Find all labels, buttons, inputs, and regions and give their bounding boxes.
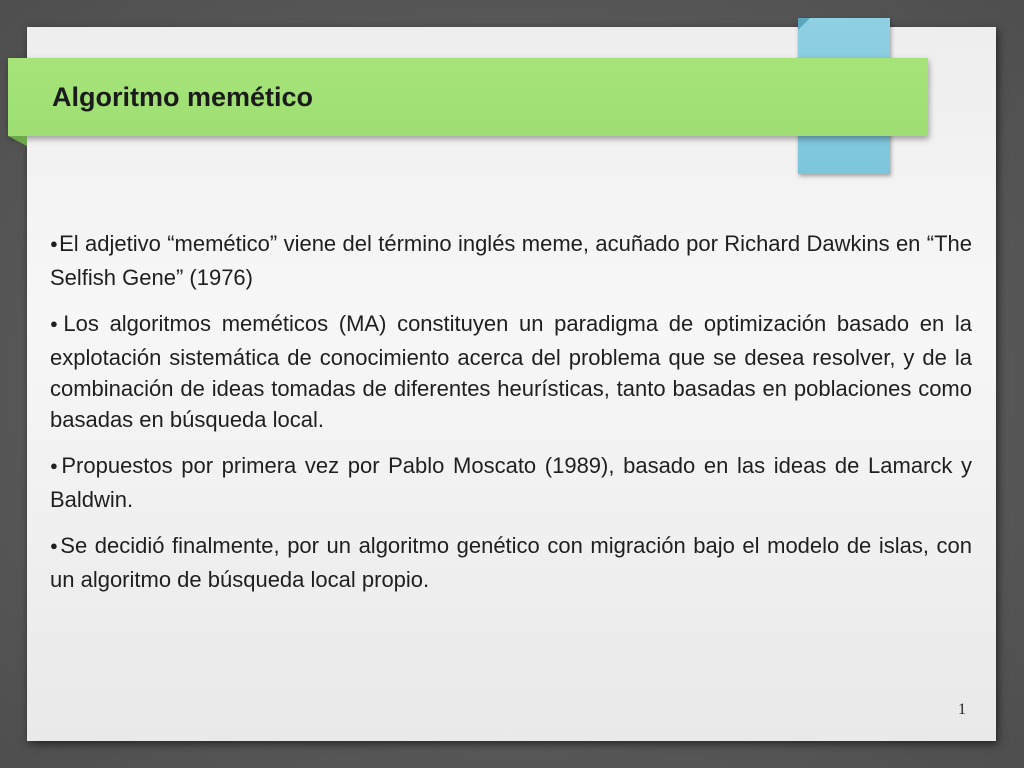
bullet-item bbox=[50, 530, 972, 595]
bullet-list bbox=[50, 228, 972, 610]
bullet-text: Propuestos por primera vez por Pablo Moscato (1989), basado en las ideas de Lamarck y Baldwin. bbox=[50, 453, 972, 512]
bullet-item bbox=[50, 228, 972, 293]
bullet-text: El adjetivo “memético” viene del término inglés meme, acuñado por Richard Dawkins en “The Selfish Gene” (1976) bbox=[50, 231, 973, 290]
title-band-fold bbox=[8, 136, 27, 146]
bullet-dot-icon: ● bbox=[50, 236, 59, 251]
bullet-text: Se decidió finalmente, por un algoritmo genético con migración bajo el modelo de islas, con un algoritmo de búsqueda local propio. bbox=[50, 533, 972, 592]
bullet-item bbox=[50, 308, 972, 435]
bullet-dot-icon: ● bbox=[50, 316, 63, 331]
bullet-text: Los algoritmos meméticos (MA) constituyen un paradigma de optimización basado en la explotación sistemática de conocimiento acerca del problema que se desea resolver, y de la combinación de ideas tomadas de diferentes heurísticas, tanto basadas en poblaciones como basadas en búsqueda local. bbox=[50, 311, 972, 432]
page-number: 1 bbox=[958, 701, 966, 718]
bullet-dot-icon: ● bbox=[50, 458, 61, 473]
bullet-item bbox=[50, 450, 972, 515]
bullet-dot-icon: ● bbox=[50, 538, 60, 553]
decorative-tab-fold bbox=[798, 18, 810, 30]
slide-title: Algoritmo memético bbox=[52, 82, 314, 112]
